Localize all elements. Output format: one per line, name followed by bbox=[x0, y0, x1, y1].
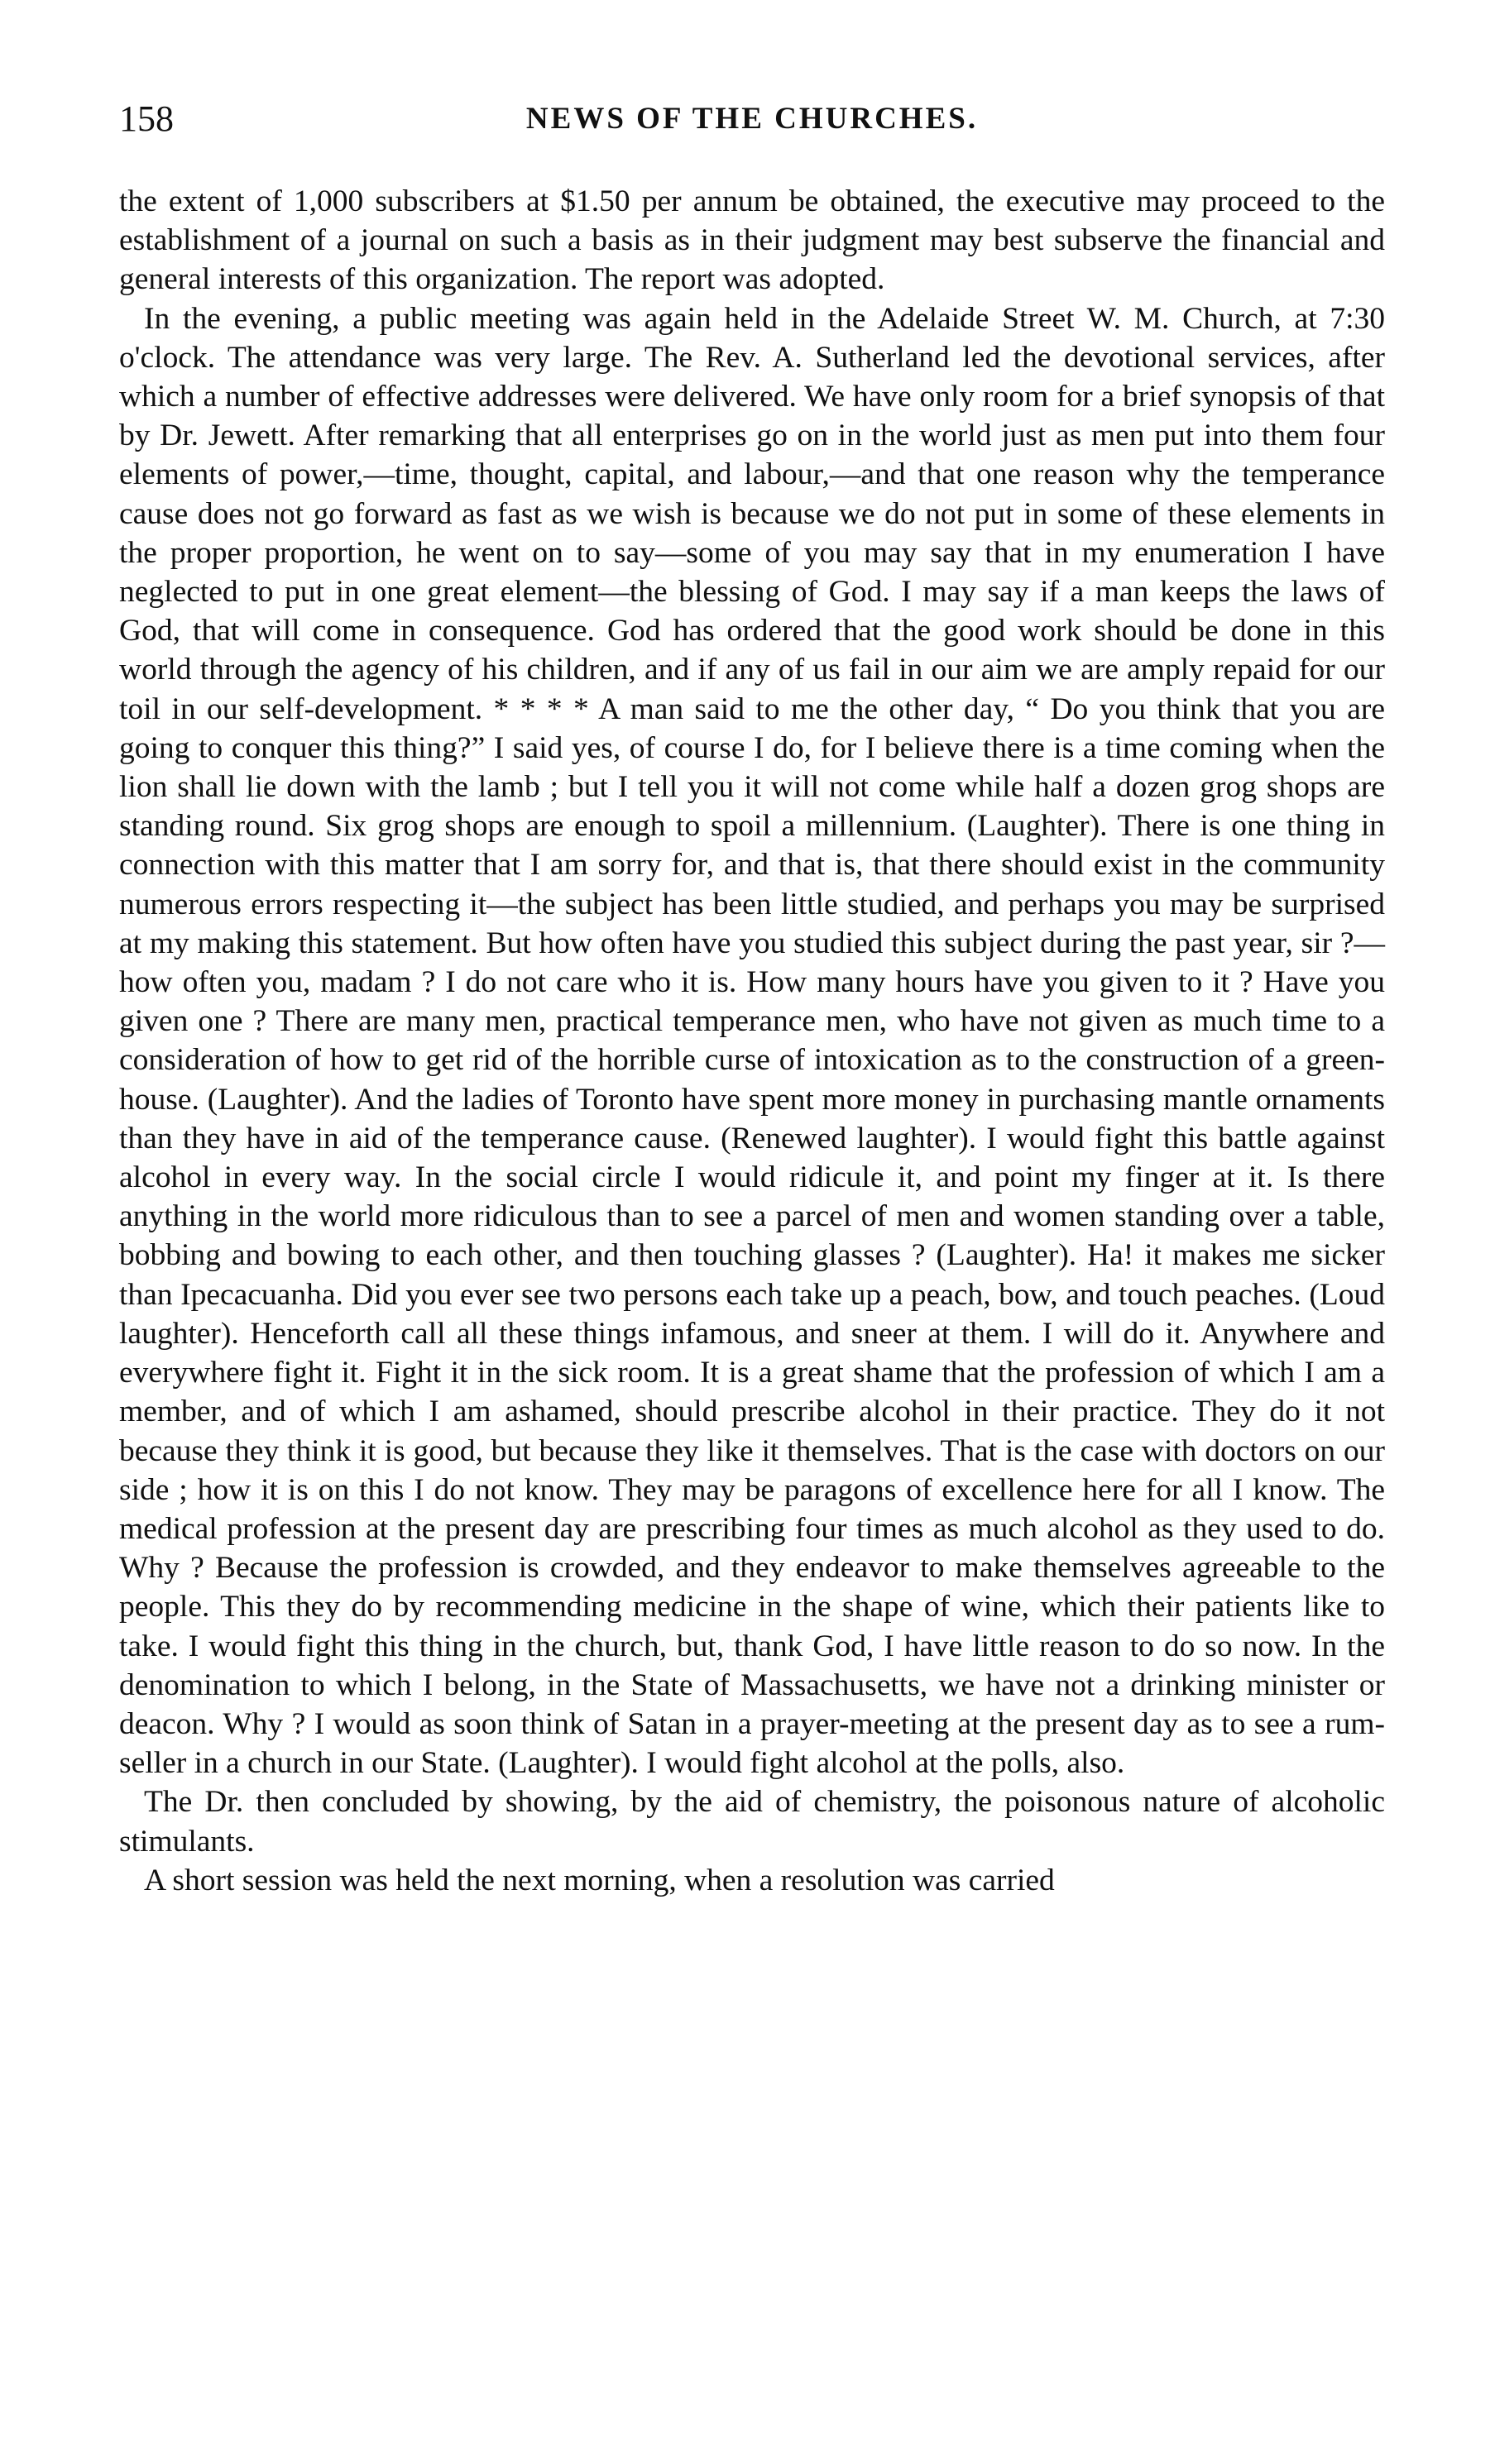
page-header bbox=[119, 91, 1385, 149]
paragraph-next-morning: A short session was held the next morning, when a resolution was carried bbox=[144, 1863, 1055, 1897]
paragraph-conclusion: The Dr. then concluded by showing, by the aid of chemistry, the poisonous nature of alcoholic stimulants. bbox=[119, 1785, 1385, 1859]
paragraph-continuation: the extent of 1,000 subscribers at $1.50 per annum be obtained, the executive may proceed to the establishment of a journal on such a basis as in their judgment may best subserve the financial and general interests of this organization. The report was adopted. bbox=[119, 184, 1385, 297]
document-page bbox=[119, 91, 1385, 1900]
article-body bbox=[119, 182, 1385, 1900]
paragraph-evening-meeting: In the evening, a public meeting was again held in the Adelaide Street W. M. Church, at 7:30 o'clock. The attendance was very large. The Rev. A. Sutherland led the devotional services, after which a number of effective addresses were delivered. We have only room for a brief synopsis of that by Dr. Jewett. After remarking that all enterprises go on in the world just as men put into them four elements of power,—time, thought, capital, and labour,—and that one reason why the temperance cause does not go forward as fast as we wish is because we do not put in some of these elements in the proper proportion, he went on to say—some of you may say that in my enumeration I have neglected to put in one great element—the blessing of God. I may say if a man keeps the laws of God, that will come in consequence. God has ordered that the good work should be done in this world through the agency of his children, and if any of us fail in our aim we are amply repaid for our toil in our self-development. * * * * A man said to me the other day, “ Do you think that you are going to conquer this thing?” I said yes, of course I do, for I believe there is a time coming when the lion shall lie down with the lamb ; but I tell you it will not come while half a dozen grog shops are standing round. Six grog shops are enough to spoil a millennium. (Laughter). There is one thing in connection with this matter that I am sorry for, and that is, that there should exist in the community numerous errors respecting it—the subject has been little studied, and perhaps you may be surprised at my making this statement. But how often have you studied this subject during the past year, sir ?—how often you, madam ? I do not care who it is. How many hours have you given to it ? Have you given one ? There are many men, practical temperance men, who have not given as much time to a consideration of how to get rid of the horrible curse of intoxication as to the construction of a green-house. (Laughter). And the ladies of Toronto have spent more money in purchasing mantle ornaments than they have in aid of the temperance cause. (Renewed laughter). I would fight this battle against alcohol in every way. In the social circle I would ridicule it, and point my finger at it. Is there anything in the world more ridiculous than to see a parcel of men and women standing over a table, bobbing and bowing to each other, and then touching glasses ? (Laughter). Ha! it makes me sicker than Ipecacuanha. Did you ever see two persons each take up a peach, bow, and touch peaches. (Loud laughter). Henceforth call all these things infamous, and sneer at them. I will do it. Anywhere and everywhere fight it. Fight it in the sick room. It is a great shame that the profession of which I am a member, and of which I am ashamed, should prescribe alcohol in their practice. They do it not because they think it is good, but because they like it themselves. That is the case with doctors on our side ; how it is on this I do not know. They may be paragons of excellence here for all I know. The medical profession at the present day are prescribing four times as much alcohol as they used to do. Why ? Because the profession is crowded, and they endeavor to make themselves agreeable to the people. This they do by recommending medicine in the shape of wine, which their patients like to take. I would fight this thing in the church, but, thank God, I have little reason to do so now. In the denomination to which I belong, in the State of Massachusetts, we have not a drinking minister or deacon. Why ? I would as soon think of Satan in a prayer-meeting at the present day as to see a rum-seller in a church in our State. (Laughter). I would fight alcohol at the polls, also. bbox=[119, 301, 1385, 1781]
page-number: 158 bbox=[119, 98, 174, 139]
running-head: NEWS OF THE CHURCHES. bbox=[525, 102, 979, 136]
